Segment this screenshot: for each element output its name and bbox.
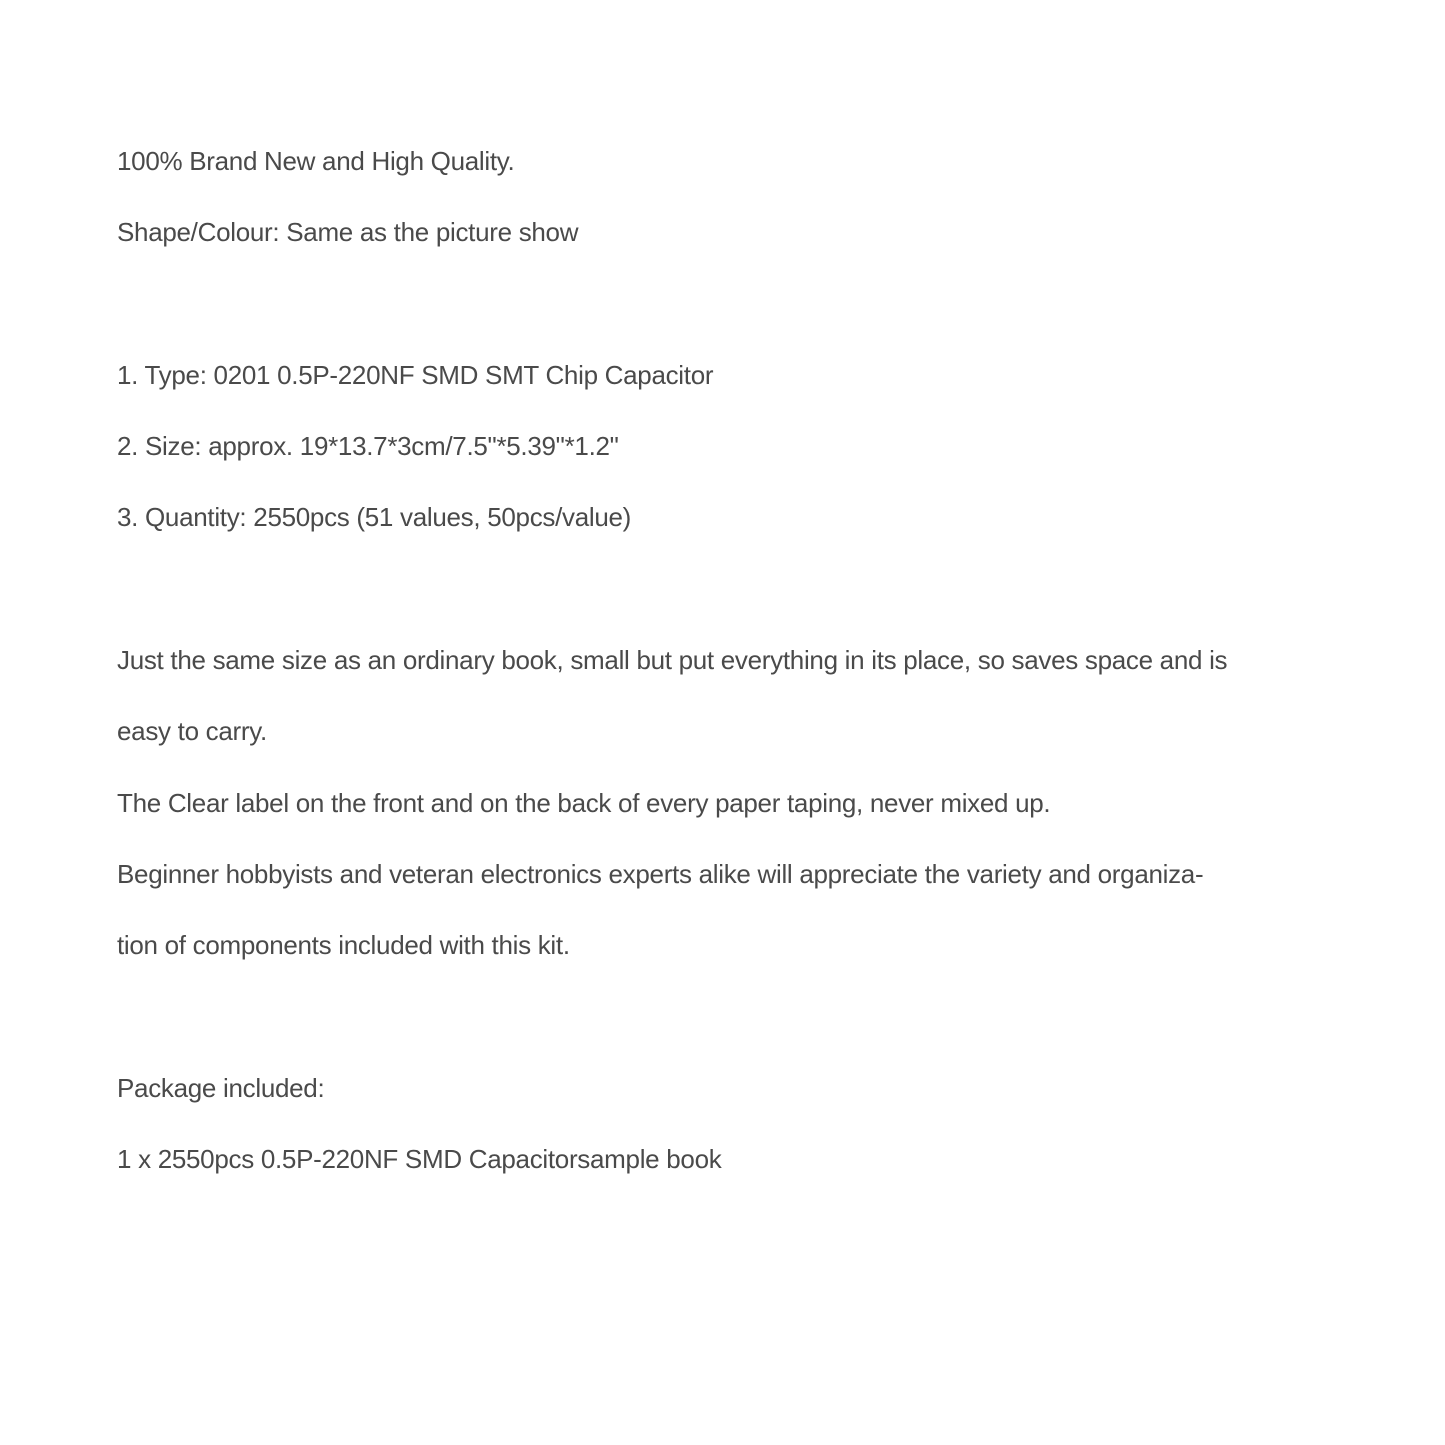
description-line-3: The Clear label on the front and on the back of every paper taping, never mixed up. — [117, 788, 1051, 818]
quality-statement: 100% Brand New and High Quality. — [117, 146, 515, 176]
package-item: 1 x 2550pcs 0.5P-220NF SMD Capacitorsample book — [117, 1144, 722, 1174]
spec-size: 2. Size: approx. 19*13.7*3cm/7.5"*5.39"*1.2" — [117, 431, 619, 461]
description-line-1: Just the same size as an ordinary book, small but put everything in its place, so saves space and is — [117, 645, 1228, 675]
package-heading: Package included: — [117, 1073, 325, 1103]
spec-type: 1. Type: 0201 0.5P-220NF SMD SMT Chip Capacitor — [117, 360, 714, 390]
description-line-4: Beginner hobbyists and veteran electronics experts alike will appreciate the variety and organiza- — [117, 859, 1204, 889]
description-line-5: tion of components included with this kit. — [117, 930, 570, 960]
description-line-2: easy to carry. — [117, 716, 267, 746]
spec-quantity: 3. Quantity: 2550pcs (51 values, 50pcs/value) — [117, 502, 632, 532]
shape-colour-statement: Shape/Colour: Same as the picture show — [117, 217, 579, 247]
